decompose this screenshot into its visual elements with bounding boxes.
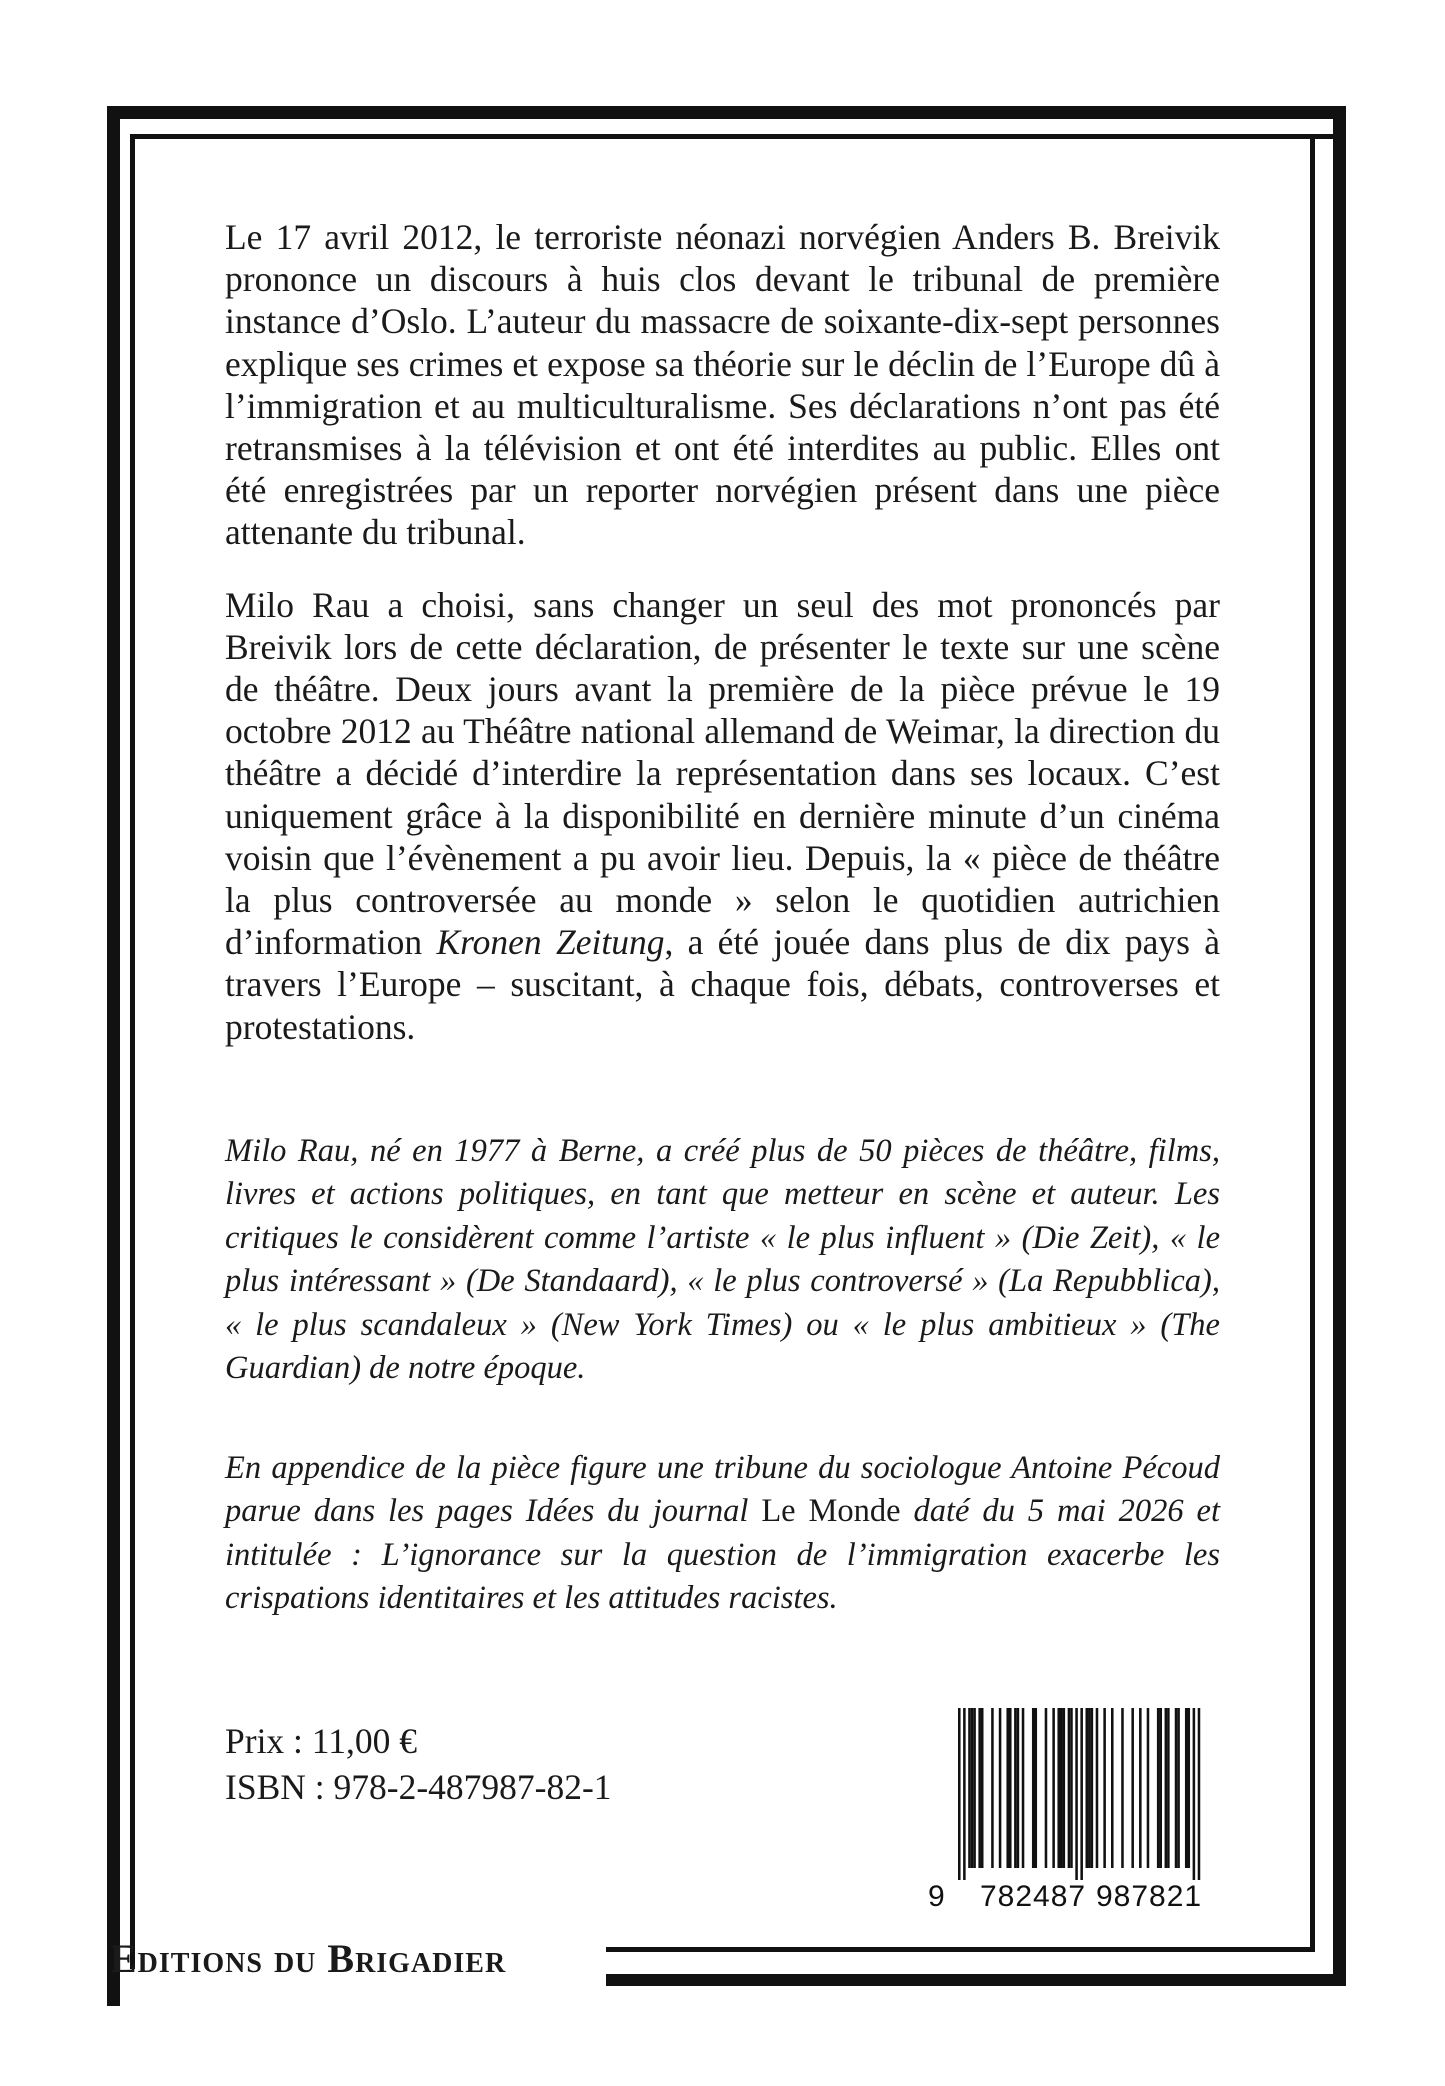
history-text-start: Milo Rau a choisi, sans changer un seul des mot prononcés par Breivik lors de cette déclaration, de présenter le texte sur une scène de théâtre. Deux jours avant la première de la pièce prévue le 19 octobre 2012 au Théâtre national allemand de Weimar, la direction du théâtre a décidé d’interdire la représentation dans ses locaux. C’est uniquement grâce à la disponibilité en dernière minute d’un cinéma voisin que l’évènement a pu avoir lieu. Depuis, la « pièce de théâtre la plus controversée au monde » selon le quotidien autrichien d’information	[225, 584, 1220, 963]
barcode-bar	[1096, 1708, 1099, 1868]
barcode-bar	[978, 1708, 981, 1868]
frame-left-outer-rule	[107, 106, 120, 2006]
barcode-bar	[1014, 1708, 1017, 1868]
barcode-bar	[1185, 1708, 1188, 1868]
barcode-bar	[1175, 1708, 1178, 1868]
barcode-bar	[1052, 1708, 1055, 1868]
barcode-bar	[1139, 1708, 1142, 1868]
barcode-bar	[1063, 1708, 1066, 1868]
barcode-bar	[1111, 1708, 1114, 1868]
frame-left-inner-rule	[130, 134, 135, 1969]
barcode-bar	[958, 1708, 961, 1880]
barcode-bar	[1147, 1708, 1150, 1868]
barcode-bar	[1068, 1708, 1071, 1868]
barcode-bar	[1075, 1708, 1078, 1880]
barcode-bar	[1006, 1708, 1009, 1868]
barcode-bar	[1091, 1708, 1094, 1868]
barcode-bar	[991, 1708, 994, 1868]
barcode-bar	[1131, 1708, 1134, 1868]
barcode-bar	[1060, 1708, 1063, 1868]
barcode-left-digits: 782487	[980, 1880, 1087, 1913]
frame-bottom-inner-rule	[606, 1947, 1315, 1952]
barcode-bar	[1165, 1708, 1168, 1868]
barcode-bar	[1188, 1708, 1191, 1868]
barcode-bar	[1121, 1708, 1124, 1868]
blurb	[225, 216, 1220, 1621]
barcode-bar	[971, 1708, 974, 1868]
barcode-bar	[963, 1708, 966, 1880]
barcode-bar	[1159, 1708, 1162, 1868]
appendix-text-end: daté du 5 mai 2026 et intitulée : L’ignorance sur la question de l’immigration exacerbe les crispations identitaires et les attitudes racistes.	[225, 1493, 1220, 1617]
price-label: Prix : 11,00 €	[225, 1721, 417, 1761]
barcode-bar	[1086, 1708, 1089, 1868]
appendix-paragraph	[225, 1447, 1220, 1621]
barcode-bar	[1080, 1708, 1083, 1880]
barcode-bar	[1022, 1708, 1025, 1868]
barcode-bar	[1057, 1708, 1060, 1868]
barcode-bar	[1045, 1708, 1048, 1868]
barcode-bar	[973, 1708, 976, 1868]
frame-right-inner-rule	[1310, 134, 1315, 1952]
barcode-bar	[1103, 1708, 1106, 1868]
appendix-text-start: En appendice de la pièce figure une tribune du sociologue Antoine Pécoud parue dans les pages Idées du journal	[225, 1449, 1220, 1530]
barcode-bar	[968, 1708, 971, 1868]
barcode-bar	[1035, 1708, 1038, 1868]
frame-top-outer-rule	[107, 106, 1346, 119]
isbn-label: ISBN : 978-2-487987-82-1	[225, 1767, 612, 1807]
publisher-name: Editions du Brigadier	[110, 1936, 507, 1981]
barcode-bar	[1088, 1708, 1091, 1868]
frame-right-outer-rule	[1333, 106, 1346, 1986]
barcode-right-digits: 987821	[1096, 1880, 1203, 1913]
barcode-graphic	[920, 1700, 1220, 1915]
frame-top-inner-rule	[130, 134, 1346, 139]
frame-bottom-outer-rule	[606, 1974, 1346, 1986]
barcode-bar	[1177, 1708, 1180, 1868]
history-paragraph	[225, 584, 1220, 1048]
barcode-first-digit: 9	[928, 1880, 945, 1913]
barcode-bar	[1157, 1708, 1160, 1868]
newspaper-title: Kronen Zeitung	[436, 922, 665, 963]
price-isbn-block	[225, 1718, 612, 1810]
synopsis-paragraph: Le 17 avril 2012, le terroriste néonazi norvégien Anders B. Breivik prononce un discours à huis clos devant le tribunal de première instance d’Oslo. L’auteur du massacre de soixante-dix-sept personnes explique ses crimes et expose sa théorie sur le déclin de l’Europe dû à l’immigration et au multiculturalisme. Ses déclarations n’ont pas été retransmises à la télévision et ont été interdites au public. Elles ont été enregistrées par un reporter norvégien présent dans une pièce attenante du tribunal.	[225, 217, 1220, 553]
history-text-end: , a été jouée dans plus de dix pays à travers l’Europe – suscitant, à chaque fois, débats, controverses et protestations.	[225, 922, 1220, 1047]
barcode	[920, 1700, 1220, 1915]
barcode-bar	[1009, 1708, 1012, 1868]
barcode-bar	[1017, 1708, 1020, 1868]
barcode-bar	[1167, 1708, 1170, 1868]
barcode-bar	[999, 1708, 1002, 1868]
appendix-newspaper-title: Le Monde	[761, 1493, 901, 1530]
barcode-bar	[1070, 1708, 1073, 1868]
barcode-bar	[1198, 1708, 1201, 1880]
barcode-bar	[981, 1708, 984, 1868]
barcode-bar	[1032, 1708, 1035, 1868]
author-bio-paragraph: Milo Rau, né en 1977 à Berne, a créé plus de 50 pièces de théâtre, films, livres et actions politiques, en tant que metteur en scène et auteur. Les critiques le considèrent comme l’artiste « le plus influent » (Die Zeit), « le plus intéressant » (De Standaard), « le plus controversé » (La Repubblica), « le plus scandaleux » (New York Times) ou « le plus ambitieux » (The Guardian) de notre époque.	[225, 1132, 1220, 1387]
barcode-bar	[1193, 1708, 1196, 1880]
